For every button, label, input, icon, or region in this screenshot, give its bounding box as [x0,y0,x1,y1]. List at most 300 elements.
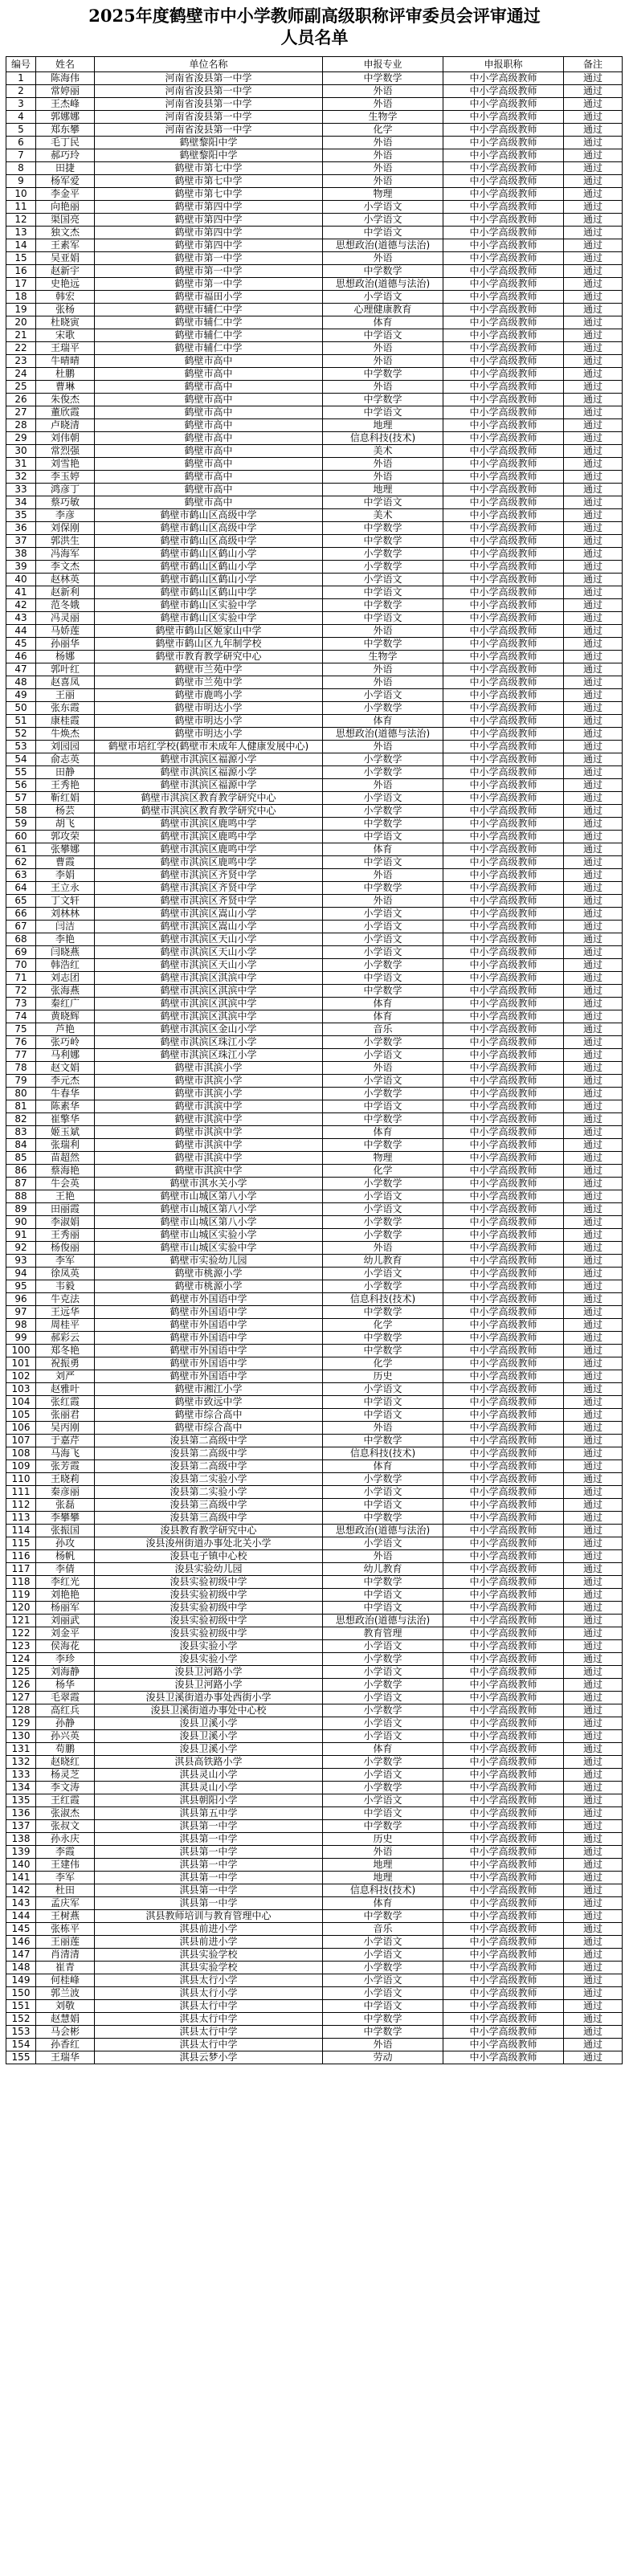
cell-major: 体育 [323,843,443,856]
cell-major: 小学语文 [323,1383,443,1396]
cell-major: 小学数学 [323,1653,443,1666]
cell-remark: 通过 [564,1306,623,1319]
cell-major: 中学语文 [323,1807,443,1820]
table-row [6,1280,623,1293]
cell-name: 秦彦丽 [36,1486,95,1499]
cell-name: 杨丽军 [36,1602,95,1615]
cell-major: 中学数学 [323,394,443,406]
cell-unit: 鹤壁市鹿鸣小学 [95,689,323,702]
cell-number: 128 [6,1704,36,1717]
cell-number: 24 [6,368,36,381]
cell-name: 赵林英 [36,574,95,586]
cell-number: 38 [6,548,36,561]
cell-title: 中小学高级教师 [443,162,564,175]
cell-name: 姬玉斌 [36,1126,95,1139]
cell-unit: 鹤壁市淇滨中学 [95,1152,323,1165]
cell-name: 王建伟 [36,1859,95,1872]
cell-name: 常婷丽 [36,85,95,98]
cell-major: 历史 [323,1833,443,1846]
cell-remark: 通过 [564,1268,623,1280]
cell-major: 地理 [323,1872,443,1884]
cell-number: 111 [6,1486,36,1499]
cell-remark: 通过 [564,946,623,959]
cell-major: 小学语文 [323,1949,443,1962]
table-row [6,1165,623,1178]
cell-title: 中小学高级教师 [443,419,564,432]
cell-remark: 通过 [564,1280,623,1293]
cell-title: 中小学高级教师 [443,1332,564,1345]
table-row [6,522,623,535]
cell-name: 孙攻 [36,1537,95,1550]
header-number: 编号 [6,57,36,72]
cell-remark: 通过 [564,779,623,792]
cell-name: 曹霞 [36,856,95,869]
cell-name: 张淑杰 [36,1807,95,1820]
cell-remark: 通过 [564,1447,623,1460]
roster-table [6,56,623,2064]
cell-major: 中学数学 [323,818,443,831]
cell-title: 中小学高级教师 [443,895,564,908]
cell-name: 朱俊杰 [36,394,95,406]
cell-number: 81 [6,1100,36,1113]
cell-name: 张巧岭 [36,1036,95,1049]
cell-number: 107 [6,1435,36,1447]
cell-remark: 通过 [564,1627,623,1640]
cell-major: 中学数学 [323,1576,443,1589]
cell-major: 化学 [323,1165,443,1178]
cell-major: 信息科技(技术) [323,432,443,445]
cell-major: 小学数学 [323,959,443,972]
cell-major: 中学数学 [323,2026,443,2039]
cell-remark: 通过 [564,1717,623,1730]
header-remark: 备注 [564,57,623,72]
table-row [6,2039,623,2051]
cell-major: 小学数学 [323,1229,443,1242]
cell-number: 20 [6,316,36,329]
cell-major: 中学语文 [323,1100,443,1113]
table-row [6,1499,623,1512]
cell-number: 57 [6,792,36,805]
cell-name: 郑东攀 [36,124,95,137]
cell-title: 中小学高级教师 [443,1743,564,1756]
cell-unit: 鹤壁市高中 [95,496,323,509]
table-row [6,1897,623,1910]
cell-name: 蔡海艳 [36,1165,95,1178]
cell-remark: 通过 [564,316,623,329]
cell-number: 43 [6,612,36,625]
table-row [6,111,623,124]
cell-name: 杨俊丽 [36,1242,95,1255]
cell-remark: 通过 [564,72,623,85]
cell-number: 27 [6,406,36,419]
cell-unit: 浚县卫溪小学 [95,1730,323,1743]
cell-number: 154 [6,2039,36,2051]
cell-name: 王瑞平 [36,342,95,355]
cell-title: 中小学高级教师 [443,959,564,972]
cell-remark: 通过 [564,1923,623,1936]
cell-unit: 淇县前进小学 [95,1923,323,1936]
cell-title: 中小学高级教师 [443,1036,564,1049]
cell-title: 中小学高级教师 [443,1370,564,1383]
table-row [6,1589,623,1602]
cell-remark: 通过 [564,1949,623,1962]
cell-name: 芦艳 [36,1023,95,1036]
table-row [6,188,623,201]
cell-major: 小学数学 [323,1036,443,1049]
cell-number: 35 [6,509,36,522]
cell-number: 134 [6,1782,36,1794]
cell-major: 小学数学 [323,1178,443,1190]
cell-remark: 通过 [564,1396,623,1409]
cell-number: 141 [6,1872,36,1884]
cell-remark: 通过 [564,921,623,933]
cell-unit: 淇县前进小学 [95,1936,323,1949]
cell-remark: 通过 [564,419,623,432]
cell-unit: 鹤壁市第七中学 [95,188,323,201]
cell-number: 25 [6,381,36,394]
table-row [6,406,623,419]
cell-title: 中小学高级教师 [443,985,564,998]
table-row [6,1010,623,1023]
cell-number: 95 [6,1280,36,1293]
cell-name: 杜田 [36,1884,95,1897]
table-row [6,124,623,137]
cell-number: 28 [6,419,36,432]
cell-name: 董欣霞 [36,406,95,419]
cell-remark: 通过 [564,1023,623,1036]
cell-title: 中小学高级教师 [443,1962,564,1974]
cell-title: 中小学高级教师 [443,1062,564,1075]
cell-remark: 通过 [564,1525,623,1537]
cell-remark: 通过 [564,741,623,753]
cell-major: 小学语文 [323,933,443,946]
cell-major: 小学语文 [323,1486,443,1499]
cell-unit: 鹤壁市淇滨区福源小学 [95,766,323,779]
cell-number: 76 [6,1036,36,1049]
cell-major: 小学语文 [323,921,443,933]
cell-remark: 通过 [564,1062,623,1075]
cell-major: 外语 [323,458,443,471]
cell-name: 张芳霞 [36,1460,95,1473]
cell-major: 小学数学 [323,1679,443,1692]
cell-name: 黄晓辉 [36,1010,95,1023]
cell-title: 中小学高级教师 [443,1884,564,1897]
cell-title: 中小学高级教师 [443,1229,564,1242]
cell-remark: 通过 [564,484,623,496]
table-row [6,612,623,625]
cell-name: 刘海静 [36,1666,95,1679]
cell-title: 中小学高级教师 [443,2051,564,2064]
table-row [6,1807,623,1820]
cell-unit: 淇县高铁路小学 [95,1756,323,1769]
cell-number: 16 [6,265,36,278]
cell-name: 陈素华 [36,1100,95,1113]
cell-title: 中小学高级教师 [443,1486,564,1499]
cell-name: 曹琳 [36,381,95,394]
cell-major: 中学数学 [323,985,443,998]
cell-name: 康桂霞 [36,715,95,728]
cell-number: 122 [6,1627,36,1640]
cell-major: 体育 [323,715,443,728]
cell-name: 赵文娟 [36,1062,95,1075]
table-row [6,1627,623,1640]
cell-unit: 鹤壁市第七中学 [95,162,323,175]
cell-number: 113 [6,1512,36,1525]
cell-name: 牛克法 [36,1293,95,1306]
cell-title: 中小学高级教师 [443,1499,564,1512]
cell-number: 150 [6,1987,36,2000]
cell-name: 徐凤英 [36,1268,95,1280]
cell-title: 中小学高级教师 [443,1704,564,1717]
cell-major: 小学语文 [323,908,443,921]
cell-unit: 鹤壁市高中 [95,458,323,471]
cell-major: 小学语文 [323,1692,443,1704]
cell-major: 中学语文 [323,406,443,419]
cell-major: 心理健康教育 [323,304,443,316]
cell-remark: 通过 [564,766,623,779]
cell-name: 李文涛 [36,1782,95,1794]
cell-number: 9 [6,175,36,188]
cell-name: 王树燕 [36,1910,95,1923]
cell-name: 田丽霞 [36,1203,95,1216]
cell-name: 卢晓清 [36,419,95,432]
cell-remark: 通过 [564,1075,623,1088]
cell-remark: 通过 [564,1550,623,1563]
cell-major: 小学语文 [323,1730,443,1743]
table-row [6,1653,623,1666]
cell-major: 中学数学 [323,1345,443,1357]
cell-title: 中小学高级教师 [443,201,564,214]
table-row [6,329,623,342]
cell-major: 美术 [323,445,443,458]
cell-name: 刘敬 [36,2000,95,2013]
cell-major: 外语 [323,98,443,111]
cell-major: 外语 [323,175,443,188]
cell-major: 中学语文 [323,2000,443,2013]
cell-title: 中小学高级教师 [443,1396,564,1409]
table-row [6,1936,623,1949]
cell-name: 鸿彦丁 [36,484,95,496]
cell-unit: 浚县第二实验小学 [95,1486,323,1499]
cell-major: 中学数学 [323,1332,443,1345]
table-row [6,1923,623,1936]
cell-title: 中小学高级教师 [443,432,564,445]
cell-major: 小学数学 [323,1782,443,1794]
cell-title: 中小学高级教师 [443,239,564,252]
cell-unit: 鹤壁市外国语中学 [95,1357,323,1370]
cell-major: 外语 [323,625,443,638]
cell-remark: 通过 [564,933,623,946]
cell-name: 史艳远 [36,278,95,291]
cell-title: 中小学高级教师 [443,111,564,124]
cell-title: 中小学高级教师 [443,1178,564,1190]
cell-number: 39 [6,561,36,574]
cell-name: 张攀娜 [36,843,95,856]
cell-remark: 通过 [564,432,623,445]
cell-name: 孙丽华 [36,638,95,651]
cell-number: 145 [6,1923,36,1936]
table-row [6,1409,623,1422]
table-row [6,227,623,239]
cell-title: 中小学高级教师 [443,1383,564,1396]
cell-title: 中小学高级教师 [443,1717,564,1730]
cell-title: 中小学高级教师 [443,98,564,111]
table-row [6,599,623,612]
cell-unit: 鹤壁市山城区实验小学 [95,1229,323,1242]
cell-remark: 通过 [564,1974,623,1987]
cell-number: 68 [6,933,36,946]
cell-number: 37 [6,535,36,548]
cell-title: 中小学高级教师 [443,933,564,946]
cell-remark: 通过 [564,1679,623,1692]
cell-number: 41 [6,586,36,599]
table-row [6,638,623,651]
cell-major: 小学语文 [323,1717,443,1730]
cell-remark: 通过 [564,1563,623,1576]
table-row [6,1666,623,1679]
cell-remark: 通过 [564,548,623,561]
cell-number: 61 [6,843,36,856]
table-row [6,1126,623,1139]
cell-major: 外语 [323,342,443,355]
cell-name: 冯海军 [36,548,95,561]
table-row [6,946,623,959]
cell-number: 54 [6,753,36,766]
cell-unit: 浚县实验小学 [95,1653,323,1666]
table-row [6,1100,623,1113]
cell-number: 36 [6,522,36,535]
cell-number: 65 [6,895,36,908]
cell-remark: 通过 [564,1512,623,1525]
table-row [6,1075,623,1088]
cell-unit: 浚县卫溪街道办事处中心校 [95,1704,323,1717]
table-row [6,85,623,98]
cell-number: 53 [6,741,36,753]
cell-unit: 鹤壁市培红学校(鹤壁市未成年人健康发展中心) [95,741,323,753]
cell-name: 范冬娥 [36,599,95,612]
table-row [6,1023,623,1036]
cell-title: 中小学高级教师 [443,856,564,869]
cell-number: 124 [6,1653,36,1666]
cell-major: 体育 [323,1897,443,1910]
cell-number: 71 [6,972,36,985]
table-row [6,1537,623,1550]
table-row [6,1756,623,1769]
cell-remark: 通过 [564,1653,623,1666]
table-row [6,1550,623,1563]
cell-name: 孙香红 [36,2039,95,2051]
cell-name: 秦红广 [36,998,95,1010]
table-row [6,175,623,188]
cell-major: 信息科技(技术) [323,1447,443,1460]
table-row [6,72,623,85]
cell-unit: 淇县教师培训与教育管理中心 [95,1910,323,1923]
cell-title: 中小学高级教师 [443,1653,564,1666]
cell-major: 中学数学 [323,1820,443,1833]
cell-remark: 通过 [564,1332,623,1345]
cell-unit: 鹤壁市淇滨小学 [95,1075,323,1088]
cell-unit: 鹤壁市淇水关小学 [95,1178,323,1190]
cell-title: 中小学高级教师 [443,792,564,805]
cell-title: 中小学高级教师 [443,1859,564,1872]
table-row [6,201,623,214]
table-row [6,586,623,599]
cell-unit: 鹤壁市第四中学 [95,227,323,239]
cell-major: 小学数学 [323,1473,443,1486]
cell-title: 中小学高级教师 [443,1550,564,1563]
cell-title: 中小学高级教师 [443,1640,564,1653]
cell-unit: 浚县第二实验小学 [95,1473,323,1486]
cell-number: 155 [6,2051,36,2064]
cell-title: 中小学高级教师 [443,908,564,921]
cell-name: 宋歌 [36,329,95,342]
cell-title: 中小学高级教师 [443,843,564,856]
table-row [6,959,623,972]
table-row [6,1370,623,1383]
cell-unit: 淇县实验学校 [95,1949,323,1962]
table-row [6,1152,623,1165]
cell-major: 体育 [323,1126,443,1139]
cell-number: 117 [6,1563,36,1576]
cell-remark: 通过 [564,1203,623,1216]
cell-remark: 通过 [564,1897,623,1910]
cell-remark: 通过 [564,368,623,381]
cell-unit: 鹤壁市淇滨区淇滨中学 [95,998,323,1010]
cell-major: 小学语文 [323,214,443,227]
cell-title: 中小学高级教师 [443,689,564,702]
cell-title: 中小学高级教师 [443,972,564,985]
cell-remark: 通过 [564,1769,623,1782]
cell-major: 美术 [323,509,443,522]
cell-major: 历史 [323,1370,443,1383]
cell-title: 中小学高级教师 [443,1936,564,1949]
cell-unit: 淇县太行中学 [95,2000,323,2013]
cell-major: 外语 [323,137,443,149]
cell-remark: 通过 [564,471,623,484]
cell-number: 59 [6,818,36,831]
cell-number: 29 [6,432,36,445]
cell-major: 小学数学 [323,1216,443,1229]
cell-unit: 鹤壁市辅仁中学 [95,304,323,316]
cell-remark: 通过 [564,1126,623,1139]
table-row [6,1319,623,1332]
cell-title: 中小学高级教师 [443,921,564,933]
cell-number: 105 [6,1409,36,1422]
table-row [6,1435,623,1447]
cell-title: 中小学高级教师 [443,1615,564,1627]
cell-remark: 通过 [564,2013,623,2026]
cell-name: 张栋平 [36,1923,95,1936]
cell-remark: 通过 [564,1872,623,1884]
cell-number: 10 [6,188,36,201]
cell-major: 外语 [323,676,443,689]
cell-number: 5 [6,124,36,137]
cell-unit: 淇县第一中学 [95,1820,323,1833]
cell-unit: 鹤壁市第一中学 [95,278,323,291]
cell-unit: 河南省浚县第一中学 [95,111,323,124]
table-row [6,766,623,779]
cell-remark: 通过 [564,1435,623,1447]
cell-title: 中小学高级教师 [443,278,564,291]
cell-unit: 鹤壁市山城区第八小学 [95,1190,323,1203]
cell-name: 杜鹏 [36,368,95,381]
cell-major: 小学语文 [323,1794,443,1807]
cell-unit: 鹤壁市桃源小学 [95,1268,323,1280]
cell-number: 96 [6,1293,36,1306]
table-row [6,458,623,471]
table-row [6,1794,623,1807]
table-row [6,1447,623,1460]
